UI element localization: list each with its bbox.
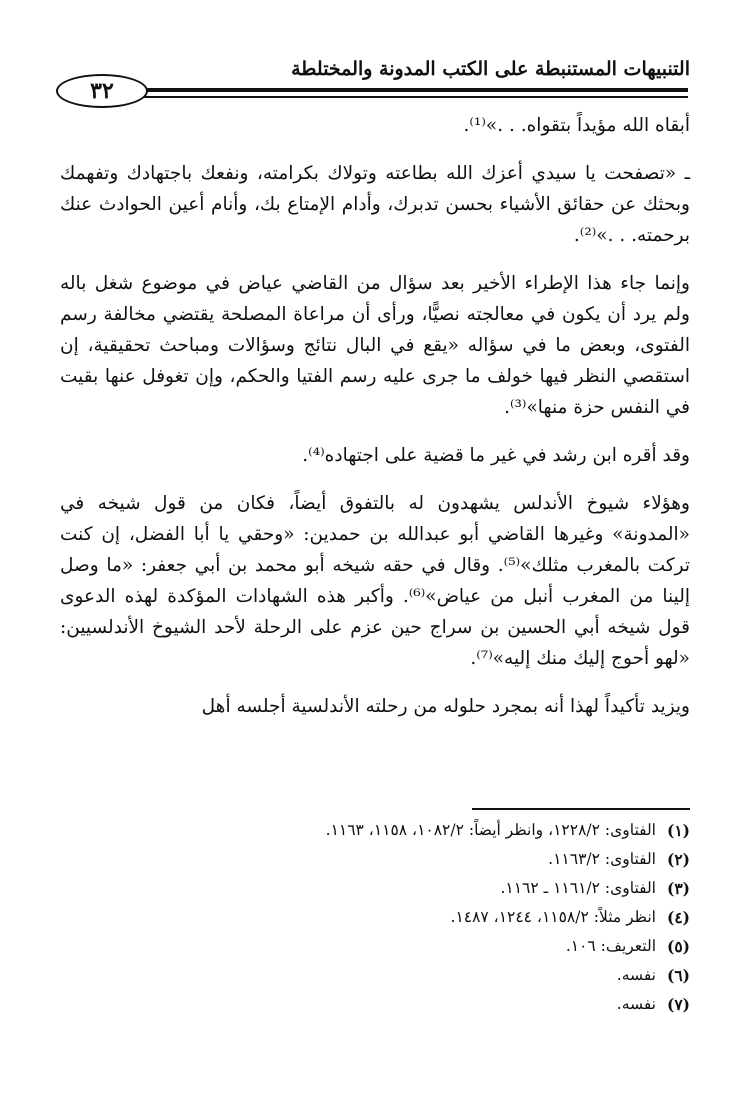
footnote-text: نفسه. [616, 966, 656, 984]
paragraph-3: وإنما جاء هذا الإطراء الأخير بعد سؤال من القاضي عياض في موضوع شغل باله ولم يرد أن يكون في معالجته نصيًّا، ورأى أن مراعاة المصلحة يقتضي مخالفة رسم الفتوى، وبعض ما في سؤاله «يقع في البال نتائج وسؤالات ومباحث تحقيقية، إن استقصي النظر فيها خولف ما جرى عليه رسم الفتيا والحكم، وإن تغوفل عنها بقيت في النفس حزة منها»⁽³⁾. [60, 273, 690, 418]
footnotes [60, 816, 690, 1019]
footnote-number: (٢) [666, 850, 690, 869]
footnote-number: (٦) [666, 966, 690, 985]
body-text [60, 110, 690, 722]
footnote-number: (٥) [666, 937, 690, 956]
footnote [60, 874, 690, 903]
footnote-text: انظر مثلاً: ١١٥٨/٢، ١٢٤٤، ١٤٨٧. [450, 908, 656, 926]
header-rule-thin [62, 96, 688, 98]
footnote [60, 816, 690, 845]
footnote [60, 990, 690, 1019]
page-number: ٣٢ [56, 74, 148, 108]
footnote-text: التعريف: ١٠٦. [565, 937, 656, 955]
footnote [60, 845, 690, 874]
footnote-number: (٣) [666, 879, 690, 898]
footnote-number: (٤) [666, 908, 690, 927]
footnote-text: الفتاوى: ١٢٢٨/٢، وانظر أيضاً: ١٠٨٢/٢، ١١٥٨، ١١٦٣. [325, 821, 656, 839]
footnote-number: (١) [666, 821, 690, 840]
paragraph-6: ويزيد تأكيداً لهذا أنه بمجرد حلوله من رحلته الأندلسية أجلسه أهل [201, 696, 690, 717]
footnote-text: الفتاوى: ١١٦٣/٢. [548, 850, 656, 868]
header-rule-thick [62, 88, 688, 92]
footnote-separator [472, 808, 690, 810]
footnote [60, 961, 690, 990]
paragraph-5: وهؤلاء شيوخ الأندلس يشهدون له بالتفوق أيضاً، فكان من قول شيخه في «المدونة» وغيرها القاضي أبو عبدالله بن حمدين: «وحقي يا أبا الفضل، إن كنت تركت بالمغرب مثلك»⁽⁵⁾. وقال في حقه شيخه أبو محمد بن أبي جعفر: «ما وصل إلينا من المغرب أنبل من عياض»⁽⁶⁾. وأكبر هذه الشهادات المؤكدة لهذه الدعوى قول شيخه أبي الحسين بن سراج حين عزم على الرحلة لأحد الشيوخ الأندلسيين: «لهو أحوج إليك منك إليه»⁽⁷⁾. [60, 493, 691, 669]
footnote-text: الفتاوى: ١١٦١/٢ ـ ١١٦٢. [500, 879, 656, 897]
footnote-number: (٧) [666, 995, 690, 1014]
footnote-text: نفسه. [616, 995, 656, 1013]
footnote [60, 903, 690, 932]
paragraph-1: أبقاه الله مؤيداً بتقواه. . .»⁽¹⁾. [463, 115, 690, 136]
footnote [60, 932, 690, 961]
paragraph-4: وقد أقره ابن رشد في غير ما قضية على اجتهاده⁽⁴⁾. [302, 445, 690, 466]
paragraph-2: ـ «تصفحت يا سيدي أعزك الله بطاعته وتولاك بكرامته، ونفعك باجتهادك وتفهمك وبحثك عن حقائق الأشياء بحسن تدبرك، وأدام الإمتاع بك، وأنام أعين الحوادث عنك برحمته. . .»⁽²⁾. [60, 163, 690, 246]
running-title: التنبيهات المستنبطة على الكتب المدونة والمختلطة [291, 58, 690, 80]
